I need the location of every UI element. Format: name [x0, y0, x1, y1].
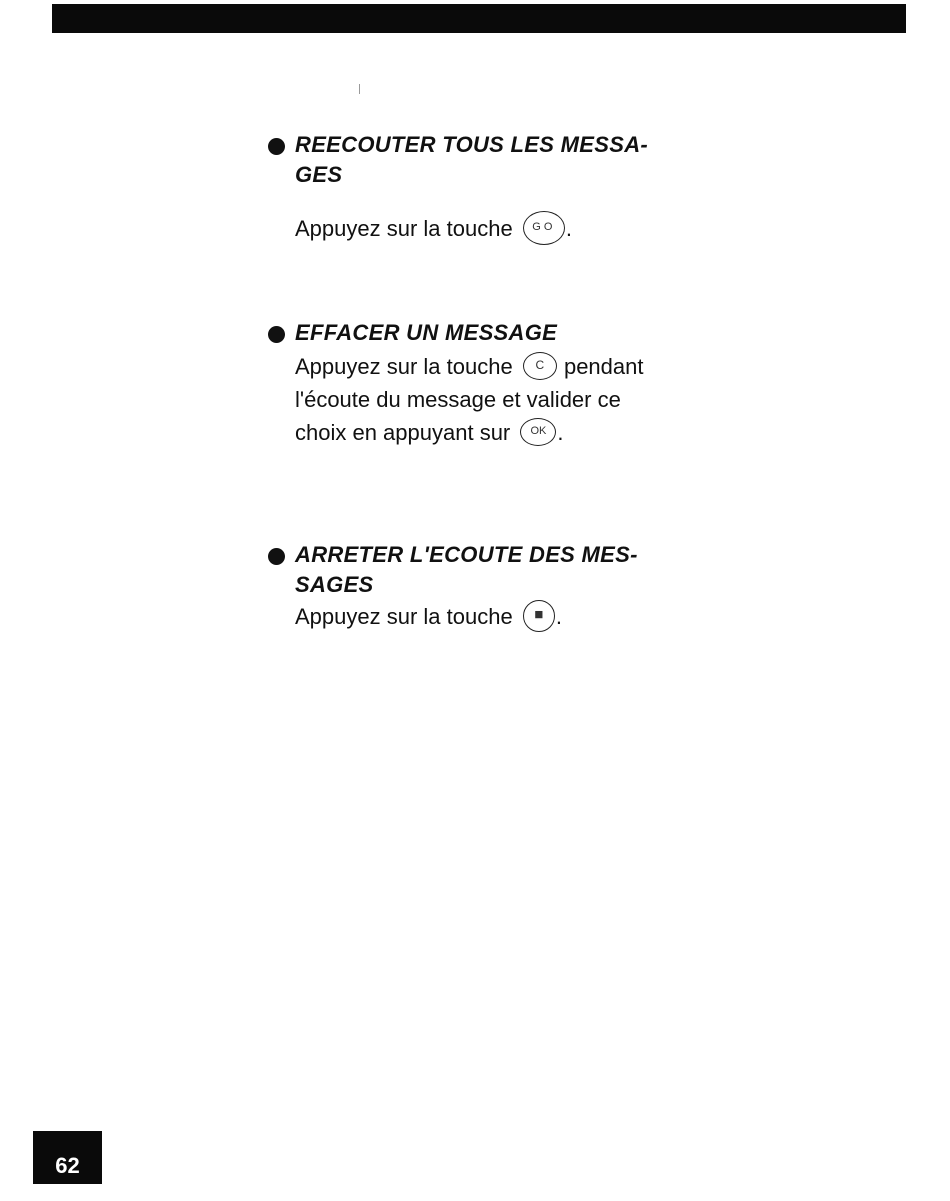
instruction-text [268, 212, 688, 247]
heading-line: SAGES [295, 572, 374, 597]
section-heading [268, 130, 688, 190]
ok-key-icon: OK [520, 418, 556, 446]
heading-line: ARRETER L'ECOUTE DES MES- [295, 542, 638, 567]
instruction-text [268, 600, 688, 634]
page-number: 62 [33, 1131, 102, 1184]
section-stop-playback [268, 540, 688, 634]
instruction-text-part: l'écoute du message et valider ce [295, 387, 621, 412]
section-heading [268, 540, 688, 600]
c-key-icon: C [523, 352, 557, 380]
heading-line: GES [295, 162, 343, 187]
instruction-text [268, 350, 688, 449]
section-heading [268, 318, 688, 348]
go-key-icon: GO [523, 211, 565, 245]
instruction-text-part: . [555, 604, 562, 629]
section-delete-message [268, 318, 688, 449]
stray-mark [359, 84, 360, 94]
stop-key-icon: ■ [523, 600, 555, 632]
instruction-text-part: Appuyez sur la touche [295, 354, 513, 379]
instruction-text-part: pendant [563, 354, 644, 379]
instruction-text-part: . [565, 216, 572, 241]
instruction-text-part: Appuyez sur la touche [295, 216, 513, 241]
bullet-icon [268, 138, 285, 155]
bullet-icon [268, 548, 285, 565]
instruction-text-part: Appuyez sur la touche [295, 604, 513, 629]
section-replay-all [268, 130, 688, 247]
bullet-icon [268, 326, 285, 343]
instruction-text-part: choix en appuyant sur [295, 420, 511, 445]
instruction-text-part: . [557, 420, 564, 445]
heading-line: REECOUTER TOUS LES MESSA- [295, 132, 649, 157]
heading-line: EFFACER UN MESSAGE [295, 320, 558, 345]
header-bar [52, 4, 906, 33]
